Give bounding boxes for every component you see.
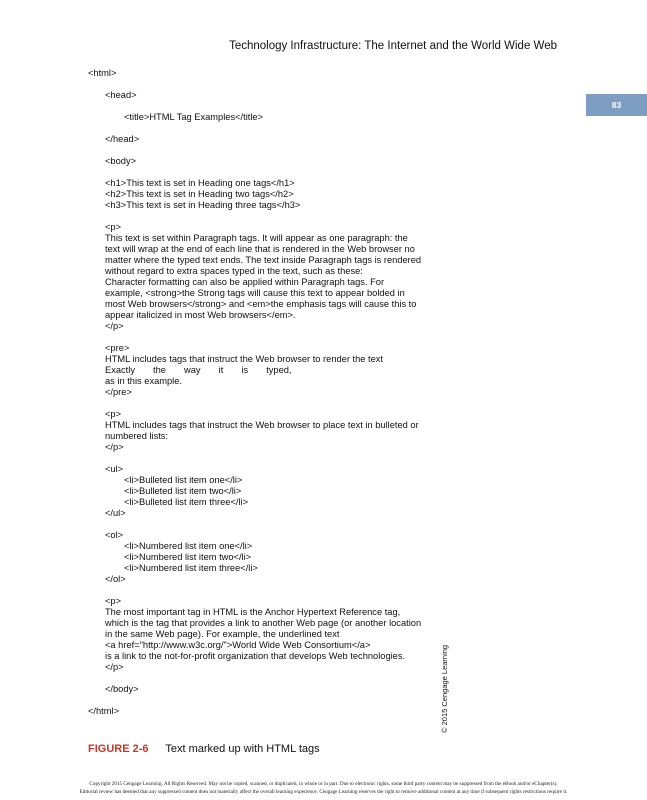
code-line: most Web browsers</strong> and <em>the emphasis tags will cause this to [105, 299, 417, 309]
page-number: 83 [611, 100, 622, 110]
code-line: </head> [105, 134, 140, 144]
code-line: <ul> [105, 464, 124, 474]
code-line: which is the tag that provides a link to another Web page (or another location [105, 618, 422, 628]
code-line: as in this example. [105, 376, 182, 386]
code-line: <li>Numbered list item one</li> [124, 541, 253, 551]
code-line: HTML includes tags that instruct the Web browser to render the text [105, 354, 384, 364]
code-line: <ol> [105, 530, 124, 540]
code-line: <h2>This text is set in Heading two tags</h2> [105, 189, 294, 199]
figure-caption-text: Text marked up with HTML tags [165, 743, 320, 755]
code-line: is a link to the not-for-profit organization that develops Web technologies. [105, 651, 406, 661]
html-code-listing [88, 68, 448, 717]
copyright-line: Editorial review has deemed that any suppressed content does not materially affect the overall learning experience. Cengage Learning reserves the right to remove additional content at any time if subsequent rights restrictions require it. [79, 789, 568, 795]
code-line: <p> [105, 409, 122, 419]
code-line: </pre> [105, 387, 132, 397]
code-line: </p> [105, 321, 124, 331]
figure-label: FIGURE 2-6 [88, 743, 149, 755]
code-line: HTML includes tags that instruct the Web browser to place text in bulleted or [105, 420, 419, 430]
code-line: </p> [105, 442, 124, 452]
code-line: </html> [88, 706, 120, 716]
code-line: </body> [105, 684, 139, 694]
page-number-tab [586, 94, 647, 116]
code-line: in the same Web page). For example, the underlined text [105, 629, 340, 639]
code-line: <title>HTML Tag Examples</title> [124, 112, 264, 122]
code-line: text will wrap at the end of each line that is rendered in the Web browser no [105, 244, 415, 254]
code-line: <p> [105, 596, 122, 606]
code-line: <h3>This text is set in Heading three tags</h3> [105, 200, 301, 210]
copyright-footer [0, 780, 647, 796]
code-line: without regard to extra spaces typed in the text, such as these: [105, 266, 363, 276]
code-line: matter where the typed text ends. The text inside Paragraph tags is rendered [105, 255, 422, 265]
code-line: <head> [105, 90, 137, 100]
code-line: appear italicized in most Web browsers</em>. [105, 310, 296, 320]
code-line: <html> [88, 68, 117, 78]
code-line: <li>Bulleted list item two</li> [124, 486, 242, 496]
code-line: <li>Bulleted list item three</li> [124, 497, 249, 507]
code-line: </ul> [105, 508, 126, 518]
code-line: <p> [105, 222, 122, 232]
code-line: </ol> [105, 574, 126, 584]
code-line: <h1>This text is set in Heading one tags</h1> [105, 178, 295, 188]
figure-caption [88, 743, 320, 755]
code-line: Exactly the way it is typed, [105, 365, 292, 375]
code-line: The most important tag in HTML is the Anchor Hypertext Reference tag, [105, 607, 401, 617]
code-line: example, <strong>the Strong tags will cause this text to appear bolded in [105, 288, 405, 298]
image-credit: © 2015 Cengage Learning [440, 644, 449, 733]
code-line: <body> [105, 156, 137, 166]
running-head: Technology Infrastructure: The Internet and the World Wide Web [229, 40, 557, 52]
copyright-line: Copyright 2015 Cengage Learning. All Rights Reserved. May not be copied, scanned, or duplicated, in whole or in part. Due to electronic rights, some third party content may be suppressed from the eBook and/or eChapter(s). [89, 781, 558, 787]
code-line: <pre> [105, 343, 130, 353]
code-line: <li>Numbered list item two</li> [124, 552, 252, 562]
code-line: This text is set within Paragraph tags. It will appear as one paragraph: the [105, 233, 408, 243]
code-line: numbered lists: [105, 431, 169, 441]
code-line: Character formatting can also be applied within Paragraph tags. For [105, 277, 385, 287]
code-line: </p> [105, 662, 124, 672]
code-line: <a href="http://www.w3c.org/">World Wide Web Consortium</a> [105, 640, 371, 650]
code-line: <li>Bulleted list item one</li> [124, 475, 243, 485]
code-line: <li>Numbered list item three</li> [124, 563, 258, 573]
